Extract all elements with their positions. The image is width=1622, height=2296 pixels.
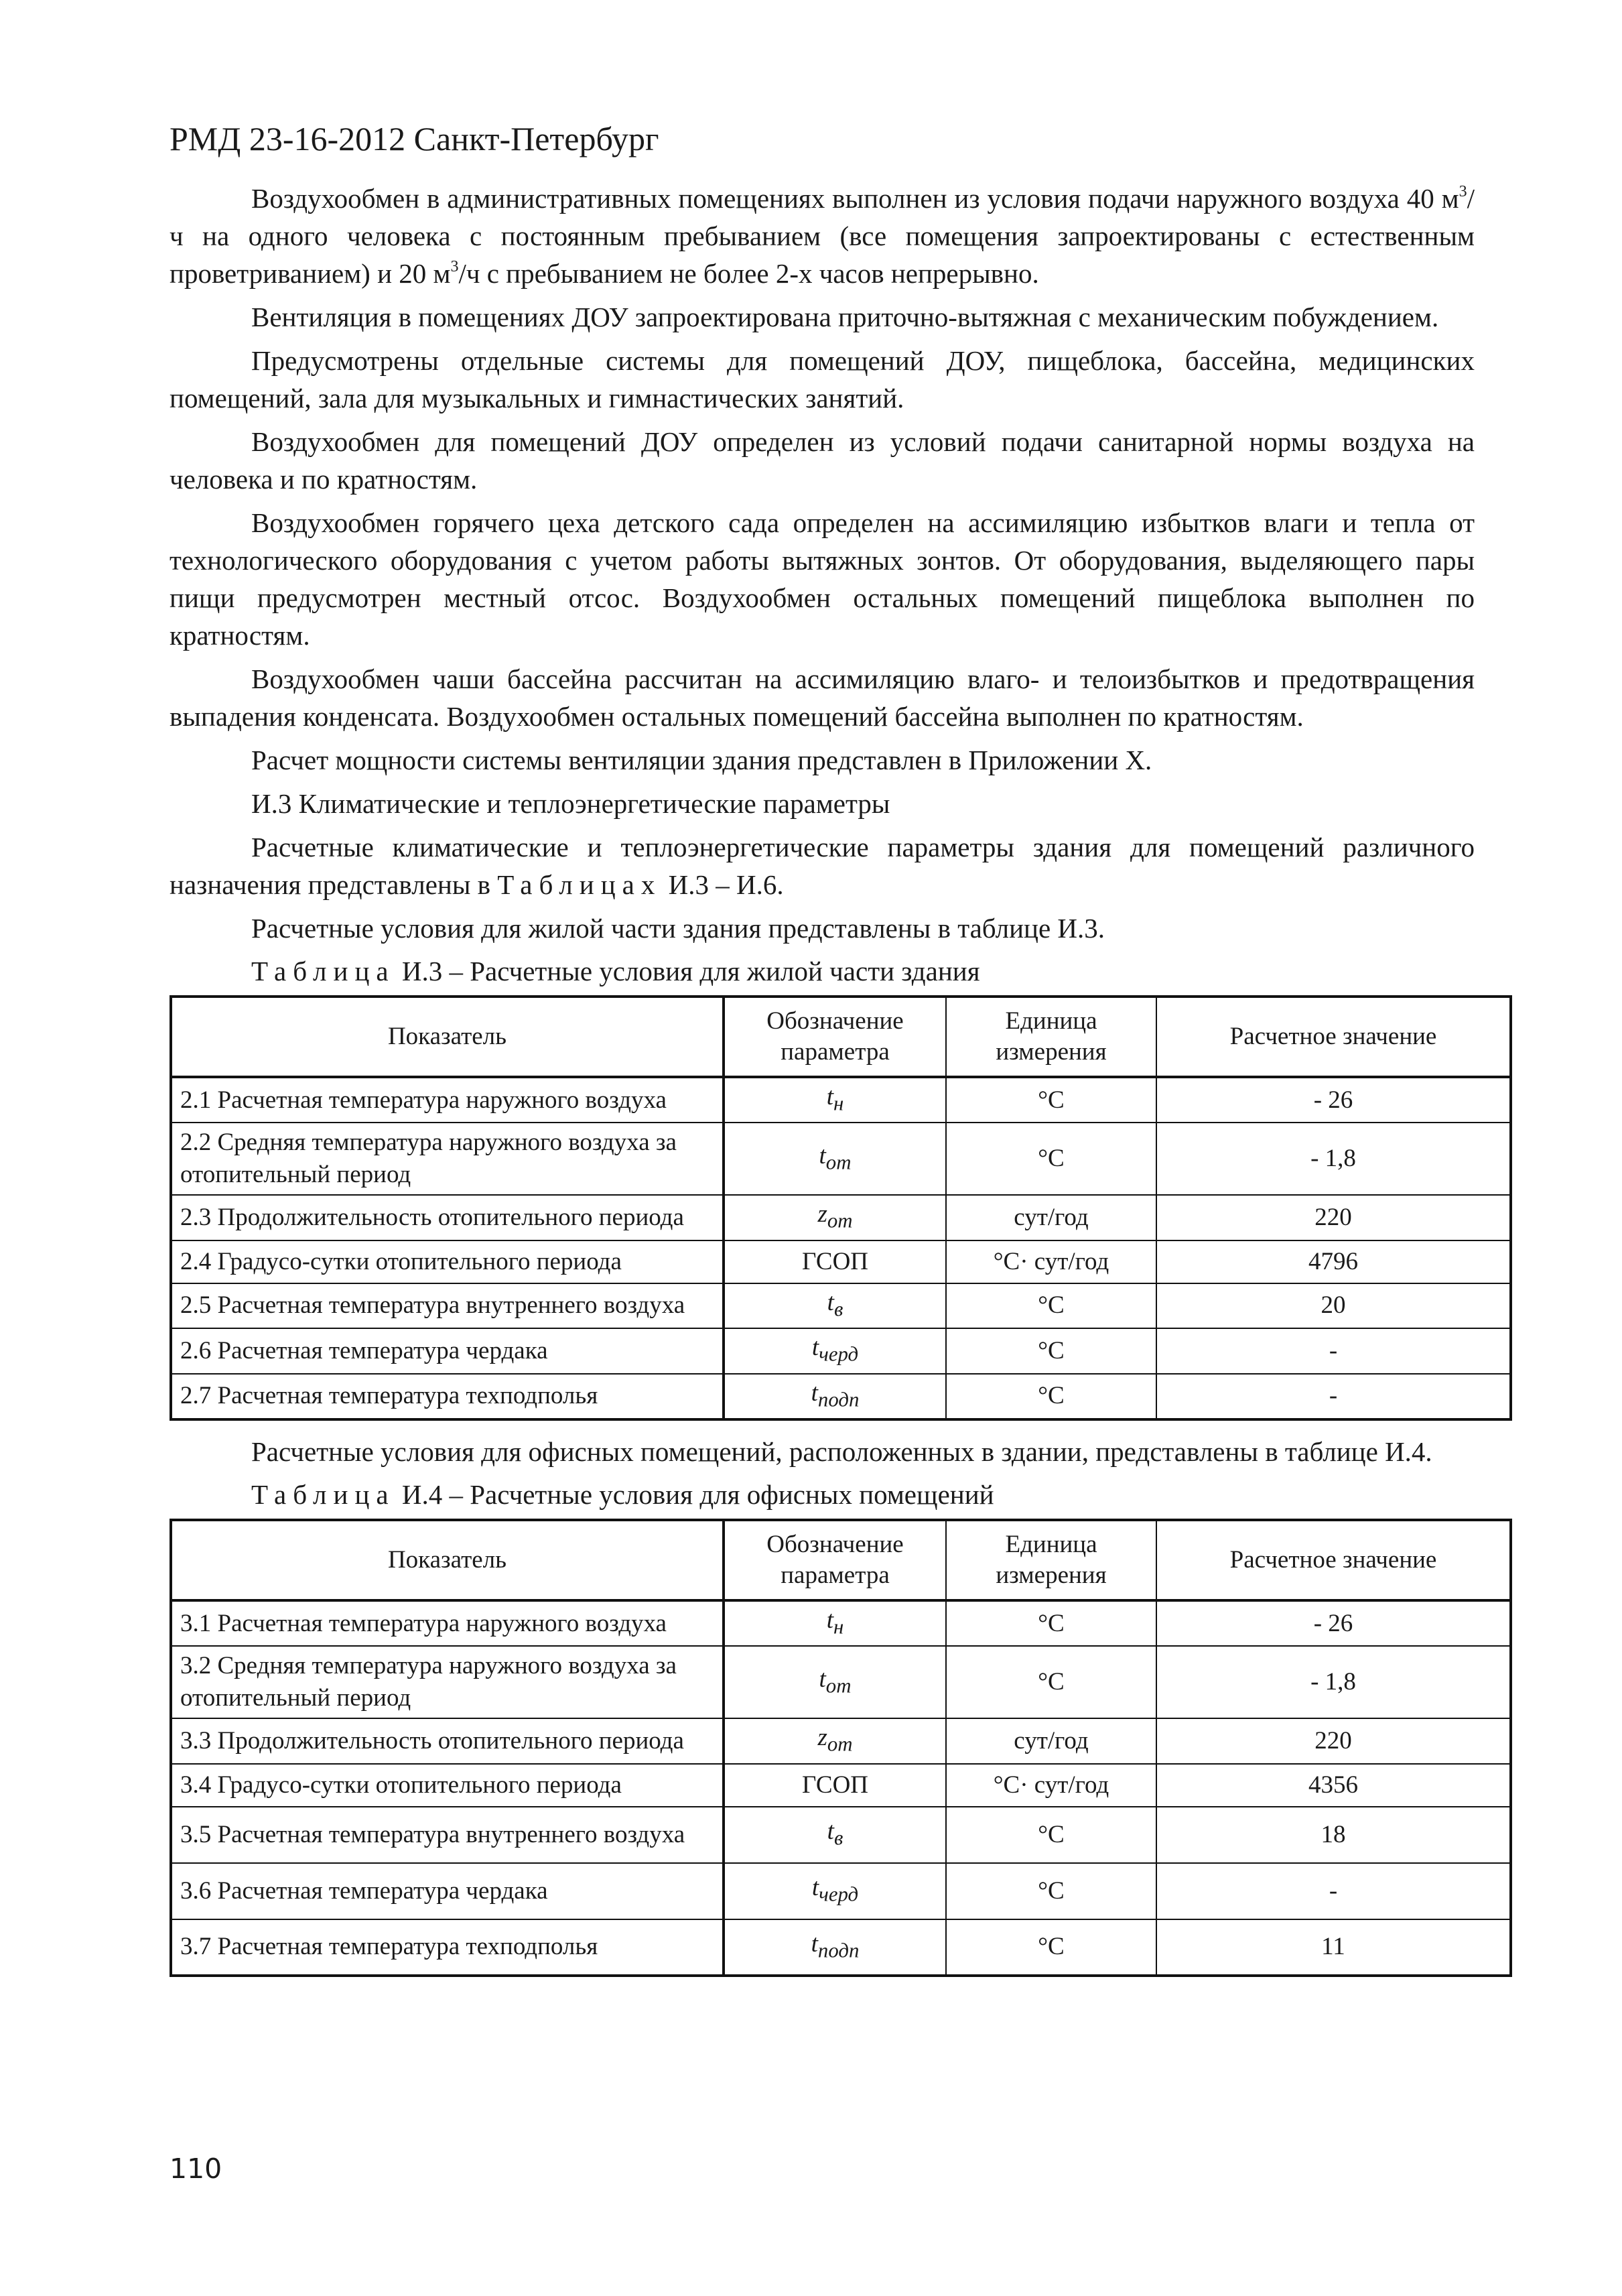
row-name: 2.5 Расчетная температура внутреннего воздуха bbox=[171, 1283, 724, 1328]
column-header-indicator: Показатель bbox=[171, 997, 724, 1077]
table-header-row bbox=[171, 1520, 1511, 1600]
paragraph-separate-systems: Предусмотрены отдельные системы для помещений ДОУ, пищеблока, бассейна, медицинских помещений, зала для музыкальных и гимнастических занятий. bbox=[170, 345, 1475, 413]
running-header: РМД 23-16-2012 Санкт-Петербург bbox=[170, 120, 659, 157]
row-name: 3.3 Продолжительность отопительного периода bbox=[171, 1718, 724, 1763]
table-row bbox=[171, 1195, 1511, 1240]
table-row bbox=[171, 1863, 1511, 1919]
table-row bbox=[171, 1600, 1511, 1646]
symbol-base: t bbox=[811, 1379, 818, 1407]
superscript: 3 bbox=[450, 258, 459, 275]
column-header-value: Расчетное значение bbox=[1156, 1520, 1511, 1600]
symbol-base: t bbox=[827, 1288, 834, 1316]
row-value: 11 bbox=[1156, 1919, 1511, 1976]
symbol-subscript: н bbox=[833, 1092, 844, 1115]
row-unit: °С· сут/год bbox=[946, 1764, 1156, 1807]
row-symbol bbox=[724, 1195, 946, 1240]
row-value: - 26 bbox=[1156, 1600, 1511, 1646]
row-value: 4356 bbox=[1156, 1764, 1511, 1807]
symbol-base: t bbox=[826, 1083, 833, 1110]
column-header-value: Расчетное значение bbox=[1156, 997, 1511, 1077]
paragraph-ventilation-admin bbox=[170, 180, 1475, 292]
row-symbol bbox=[724, 1718, 946, 1763]
row-unit: °С bbox=[946, 1328, 1156, 1373]
row-symbol bbox=[724, 1764, 946, 1807]
paragraph-parameters-intro bbox=[170, 828, 1475, 903]
table-row bbox=[171, 1240, 1511, 1283]
paragraph-table3-intro: Расчетные условия для жилой части здания представлены в таблице И.3. bbox=[251, 913, 1105, 944]
symbol-base: t bbox=[827, 1817, 834, 1846]
symbol-base: ГСОП bbox=[801, 1247, 869, 1275]
row-symbol bbox=[724, 1077, 946, 1123]
symbol-base: t bbox=[811, 1334, 819, 1362]
row-symbol bbox=[724, 1123, 946, 1195]
row-value: 4796 bbox=[1156, 1240, 1511, 1283]
row-value: - 26 bbox=[1156, 1077, 1511, 1123]
superscript: 3 bbox=[1459, 183, 1467, 200]
row-unit: °С· сут/год bbox=[946, 1240, 1156, 1283]
paragraph-text: /ч на одного человека с постоянным пребыванием (все помещения запроектированы с естественным проветриванием) и 20 м bbox=[170, 183, 1475, 289]
table4-caption bbox=[170, 1476, 1475, 1513]
table-row bbox=[171, 1718, 1511, 1763]
row-name: 3.6 Расчетная температура чердака bbox=[171, 1863, 724, 1919]
row-symbol bbox=[724, 1283, 946, 1328]
caption-word: Таблица bbox=[251, 1478, 395, 1510]
symbol-subscript: подп bbox=[817, 1938, 860, 1962]
caption-text: И.3 – Расчетные условия для жилой части здания bbox=[395, 956, 980, 986]
row-name: 2.2 Средняя температура наружного воздуха за отопительный период bbox=[171, 1123, 724, 1195]
table-row bbox=[171, 1764, 1511, 1807]
symbol-subscript: н bbox=[833, 1615, 844, 1639]
column-header-unit: Единица измерения bbox=[946, 997, 1156, 1077]
row-name: 3.2 Средняя температура наружного воздуха за отопительный период bbox=[171, 1646, 724, 1718]
row-value: - bbox=[1156, 1328, 1511, 1373]
row-unit: сут/год bbox=[946, 1195, 1156, 1240]
row-unit: °С bbox=[946, 1600, 1156, 1646]
table-row bbox=[171, 1807, 1511, 1863]
symbol-base: t bbox=[826, 1606, 833, 1634]
table-row bbox=[171, 1646, 1511, 1718]
table-residential-conditions bbox=[170, 995, 1512, 1421]
row-value: 220 bbox=[1156, 1718, 1511, 1763]
row-name: 3.7 Расчетная температура техподполья bbox=[171, 1919, 724, 1976]
row-symbol bbox=[724, 1919, 946, 1976]
paragraph-text: Расчетные климатические и теплоэнергетические параметры здания для помещений различного назначения представлены в bbox=[170, 832, 1475, 900]
row-symbol bbox=[724, 1374, 946, 1419]
row-symbol bbox=[724, 1600, 946, 1646]
symbol-subscript: в bbox=[833, 1297, 843, 1321]
row-unit: °С bbox=[946, 1646, 1156, 1718]
row-value: 220 bbox=[1156, 1195, 1511, 1240]
table-row bbox=[171, 1283, 1511, 1328]
symbol-subscript: подп bbox=[817, 1387, 860, 1411]
paragraph-pool: Воздухообмен чаши бассейна рассчитан на ассимиляцию влаго- и телоизбытков и предотвращения выпадения конденсата. Воздухообмен остальных помещений бассейна выполнен по кратностям. bbox=[170, 663, 1475, 732]
symbol-subscript: в bbox=[833, 1826, 843, 1850]
symbol-base: t bbox=[819, 1141, 826, 1169]
paragraph-calculation-ref: Расчет мощности системы вентиляции здания представлен в Приложении Х. bbox=[251, 745, 1152, 775]
paragraph-text: Воздухообмен в административных помещениях выполнен из условия подачи наружного воздуха 40 м bbox=[251, 183, 1459, 214]
symbol-base: ГСОП bbox=[801, 1771, 869, 1799]
symbol-base: z bbox=[817, 1200, 827, 1228]
paragraph-air-exchange-dou: Воздухообмен для помещений ДОУ определен из условий подачи санитарной нормы воздуха на человека и по кратностям. bbox=[170, 426, 1475, 495]
row-value: - 1,8 bbox=[1156, 1646, 1511, 1718]
row-unit: °С bbox=[946, 1283, 1156, 1328]
column-header-indicator: Показатель bbox=[171, 1520, 724, 1600]
row-name: 2.4 Градусо-сутки отопительного периода bbox=[171, 1240, 724, 1283]
symbol-base: t bbox=[819, 1665, 826, 1693]
row-name: 3.1 Расчетная температура наружного воздуха bbox=[171, 1600, 724, 1646]
section-heading: И.3 Климатические и теплоэнергетические параметры bbox=[251, 788, 890, 819]
row-value: - bbox=[1156, 1374, 1511, 1419]
row-symbol bbox=[724, 1863, 946, 1919]
table-row bbox=[171, 1328, 1511, 1373]
row-unit: °С bbox=[946, 1863, 1156, 1919]
row-name: 3.4 Градусо-сутки отопительного периода bbox=[171, 1764, 724, 1807]
row-unit: °С bbox=[946, 1077, 1156, 1123]
row-value: - 1,8 bbox=[1156, 1123, 1511, 1195]
symbol-subscript: от bbox=[825, 1151, 852, 1174]
row-symbol bbox=[724, 1328, 946, 1373]
row-name: 2.7 Расчетная температура техподполья bbox=[171, 1374, 724, 1419]
symbol-subscript: от bbox=[827, 1732, 853, 1756]
symbol-subscript: черд bbox=[819, 1883, 859, 1906]
row-unit: °С bbox=[946, 1123, 1156, 1195]
paragraph-ventilation-dou: Вентиляция в помещениях ДОУ запроектирована приточно-вытяжная с механическим побуждением. bbox=[251, 302, 1439, 332]
paragraph-text: И.3 – И.6. bbox=[661, 869, 784, 900]
symbol-base: z bbox=[817, 1724, 827, 1752]
row-symbol bbox=[724, 1240, 946, 1283]
row-name: 2.1 Расчетная температура наружного воздуха bbox=[171, 1077, 724, 1123]
row-value: 18 bbox=[1156, 1807, 1511, 1863]
table-row bbox=[171, 1077, 1511, 1123]
paragraph-hot-shop: Воздухообмен горячего цеха детского сада определен на ассимиляцию избытков влаги и тепла от технологического оборудования с учетом работы вытяжных зонтов. От оборудования, выделяющего пары пищи предусмотрен местный отсос. Воздухообмен остальных помещений пищеблока выполнен по кратностям. bbox=[170, 507, 1475, 651]
page-number: 110 bbox=[170, 2153, 222, 2185]
row-unit: °С bbox=[946, 1374, 1156, 1419]
row-name: 2.6 Расчетная температура чердака bbox=[171, 1328, 724, 1373]
symbol-subscript: от bbox=[825, 1674, 852, 1698]
body-text bbox=[170, 180, 1475, 1989]
symbol-base: t bbox=[811, 1929, 818, 1958]
table-row bbox=[171, 1123, 1511, 1195]
symbol-subscript: от bbox=[827, 1209, 853, 1232]
row-name: 3.5 Расчетная температура внутреннего воздуха bbox=[171, 1807, 724, 1863]
table3-caption bbox=[170, 953, 1475, 989]
column-header-unit: Единица измерения bbox=[946, 1520, 1156, 1600]
paragraph-text: /ч с пребыванием не более 2-х часов непрерывно. bbox=[458, 258, 1039, 289]
row-unit: сут/год bbox=[946, 1718, 1156, 1763]
table-header-row bbox=[171, 997, 1511, 1077]
table-row bbox=[171, 1919, 1511, 1976]
table-row bbox=[171, 1374, 1511, 1419]
column-header-symbol: Обозначение параметра bbox=[724, 997, 946, 1077]
row-name: 2.3 Продолжительность отопительного периода bbox=[171, 1195, 724, 1240]
row-value: 20 bbox=[1156, 1283, 1511, 1328]
column-header-symbol: Обозначение параметра bbox=[724, 1520, 946, 1600]
row-unit: °С bbox=[946, 1807, 1156, 1863]
row-unit: °С bbox=[946, 1919, 1156, 1976]
symbol-subscript: черд bbox=[819, 1342, 859, 1366]
caption-word: Таблица bbox=[251, 956, 395, 986]
table-office-conditions bbox=[170, 1519, 1512, 1977]
row-value: - bbox=[1156, 1863, 1511, 1919]
row-symbol bbox=[724, 1807, 946, 1863]
spaced-word: Таблицах bbox=[497, 869, 662, 900]
row-symbol bbox=[724, 1646, 946, 1718]
symbol-base: t bbox=[811, 1874, 819, 1902]
paragraph-table4-intro: Расчетные условия для офисных помещений, расположенных в здании, представлены в таблице И.4. bbox=[251, 1436, 1432, 1467]
caption-text: И.4 – Расчетные условия для офисных помещений bbox=[395, 1478, 994, 1510]
